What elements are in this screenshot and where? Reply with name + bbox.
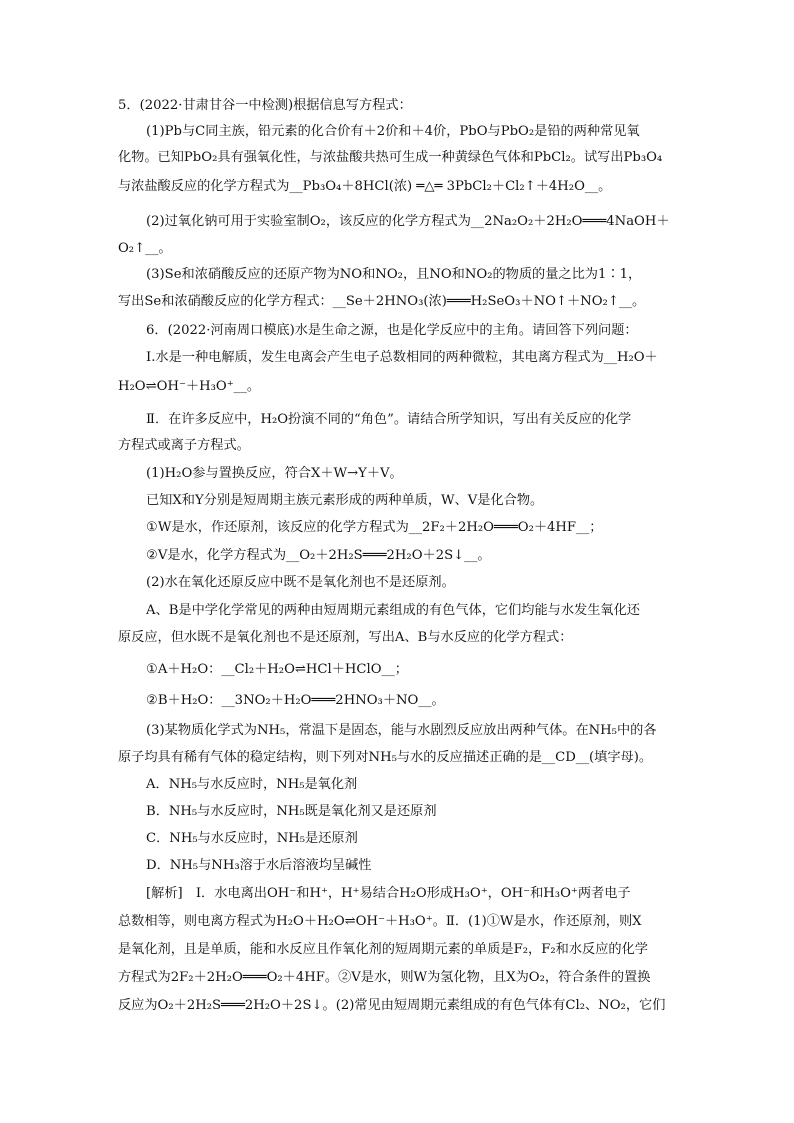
q5-part3-line1: (3)Se和浓硝酸反应的还原产物为NO和NO₂，且NO和NO₂的物质的量之比为1∶1， (146, 267, 642, 282)
option-d: D．NH₅与NH₃溶于水后溶液均呈碱性 (146, 858, 372, 873)
option-b: B．NH₅与水反应时，NH₅既是氧化剂又是还原剂 (146, 804, 437, 819)
q5-part1-line1: (1)Pb与C同主族，铅元素的化合价有＋2价和＋4价，PbO与PbO₂是铅的两种常见氧 (146, 124, 640, 139)
q6-II-3-line1: (3)某物质化学式为NH₅，常温下是固态，能与水剧烈反应放出两种气体。在NH₅中的各 (146, 723, 657, 738)
analysis-line1: [解析] Ⅰ．水电离出OH⁻和H⁺，H⁺易结合H₂O形成H₃O⁺，OH⁻和H₃O⁺两者电子 (146, 886, 631, 901)
q5-part2-line1: (2)过氧化钠可用于实验室制O₂，该反应的化学方程式为__2Na₂O₂＋2H₂O═══4NaOH＋ (146, 214, 670, 229)
analysis-line4: 方程式为2F₂＋2H₂O═══O₂＋4HF。②V是水，则W为氢化物，且X为O₂，符合条件的置换 (118, 970, 651, 985)
q5-part1-answer-line: 与浓盐酸反应的化学方程式为__Pb₃O₄＋8HCl(浓) ═△═ 3PbCl₂＋Cl₂↑＋4H₂O__。 (118, 179, 612, 194)
q6-I-line1: Ⅰ.水是一种电解质，发生电离会产生电子总数相同的两种微粒，其电离方程式为__H₂O＋ (146, 350, 658, 365)
q6-II-2-line3: 原反应，但水既不是氧化剂也不是还原剂，写出A、B与水反应的化学方程式： (118, 630, 573, 645)
q6-II-1-item2: ②V是水，化学方程式为__O₂＋2H₂S═══2H₂O＋2S↓__。 (146, 548, 491, 563)
q5-part2-line2: O₂↑__。 (118, 241, 172, 256)
question-5-title: 5．(2022·甘肃甘谷一中检测)根据信息写方程式： (118, 98, 412, 113)
option-a: A．NH₅与水反应时，NH₅是氧化剂 (146, 777, 358, 792)
q6-II-2-item1: ①A＋H₂O：__Cl₂＋H₂O⇌HCl＋HClO__； (146, 662, 408, 677)
q6-I-line2: H₂O⇌OH⁻＋H₃O⁺__。 (118, 379, 261, 394)
q6-II-1-item1: ①W是水，作还原剂，该反应的化学方程式为__2F₂＋2H₂O═══O₂＋4HF__； (146, 520, 603, 535)
q6-II-2-line2: A、B是中学化学常见的两种由短周期元素组成的有色气体，它们均能与水发生氧化还 (146, 603, 640, 618)
q6-II-2-item2: ②B＋H₂O：__3NO₂＋H₂O═══2HNO₃＋NO__。 (146, 693, 445, 708)
analysis-line2: 总数相等，则电离方程式为H₂O＋H₂O⇌OH⁻＋H₃O⁺。Ⅱ．(1)①W是水，作还原剂，则X (118, 914, 642, 929)
q5-part3-line2: 写出Se和浓硝酸反应的化学方程式：__Se＋2HNO₃(浓)═══H₂SeO₃＋NO↑＋NO₂↑__。 (118, 294, 646, 309)
q6-II-line2: 方程式或离子方程式。 (118, 438, 250, 453)
analysis-line3: 是氧化剂，且是单质，能和水反应且作氧化剂的短周期元素的单质是F₂，F₂和水反应的化学 (118, 942, 648, 957)
q6-II-2-line1: (2)水在氧化还原反应中既不是氧化剂也不是还原剂。 (146, 575, 455, 590)
question-6-title: 6．(2022·河南周口模底)水是生命之源，也是化学反应中的主角。请回答下列问题： (146, 323, 638, 338)
q5-part1-line2: 化物。已知PbO₂具有强氧化性，与浓盐酸共热可生成一种黄绿色气体和PbCl₂。试写出Pb₃O₄ (118, 150, 663, 165)
q6-II-line1: Ⅱ．在许多反应中，H₂O扮演不同的“角色”。请结合所学知识，写出有关反应的化学 (146, 412, 632, 427)
q6-II-1-line1: (1)H₂O参与置换反应，符合X＋W→Y＋V。 (146, 466, 403, 481)
q6-II-3-line2: 原子均具有稀有气体的稳定结构，则下列对NH₅与水的反应描述正确的是__CD__(填字母)。 (118, 750, 653, 765)
q6-II-1-line2: 已知X和Y分别是短周期主族元素形成的两种单质，W、V是化合物。 (146, 493, 544, 508)
option-c: C．NH₅与水反应时，NH₅是还原剂 (146, 831, 358, 846)
analysis-line5: 反应为O₂＋2H₂S═══2H₂O＋2S↓。(2)常见由短周期元素组成的有色气体有Cl₂、NO₂，它们 (118, 998, 666, 1013)
